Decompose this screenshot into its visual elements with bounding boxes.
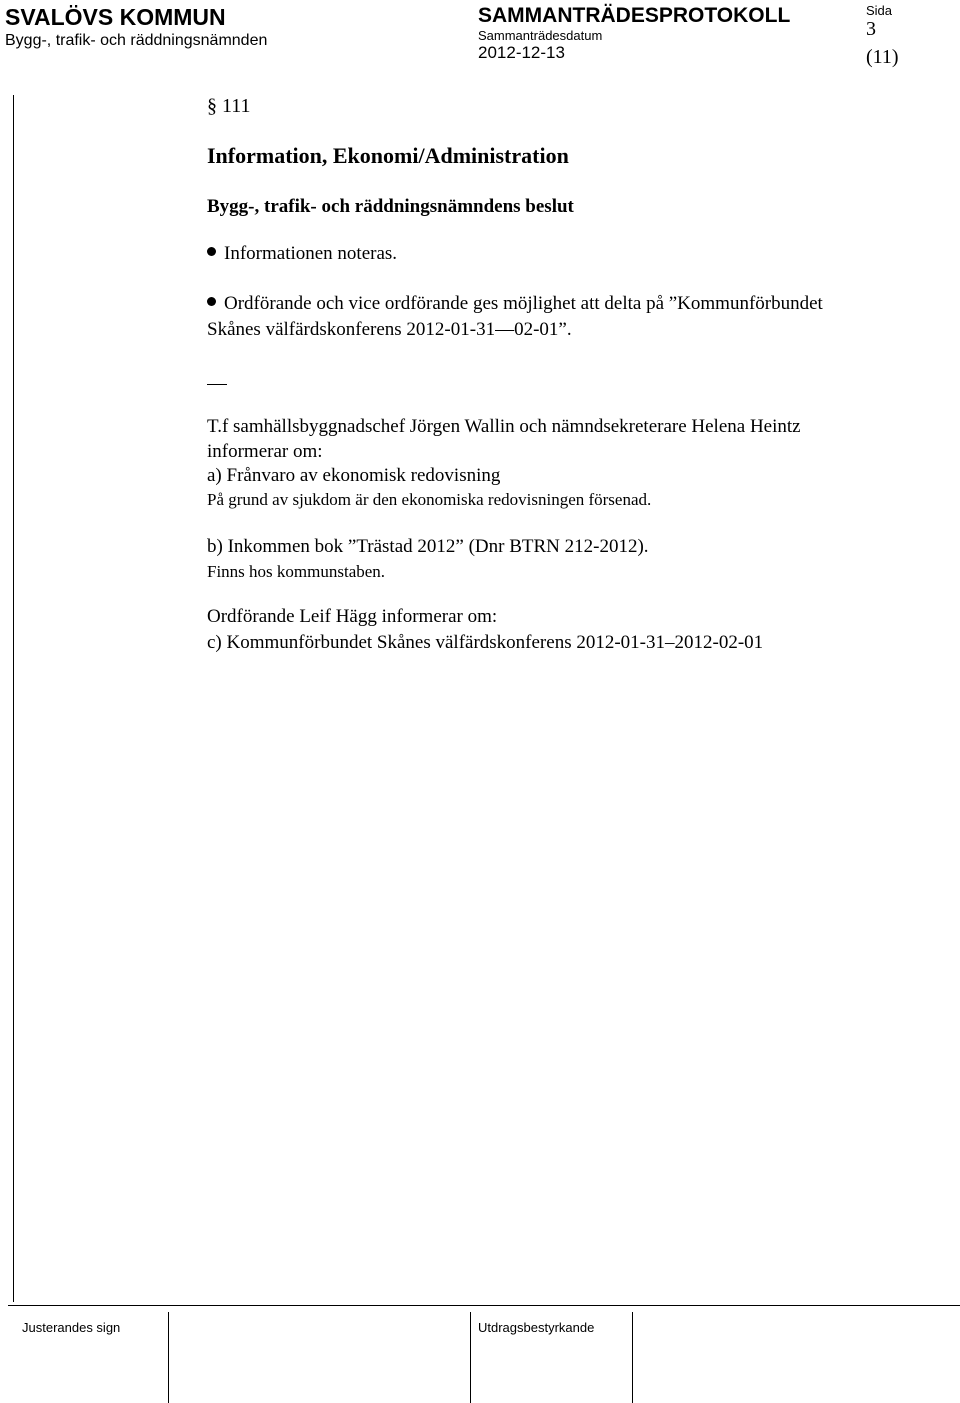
paragraph-number: § 111 <box>207 95 251 117</box>
bullet-icon <box>207 247 216 256</box>
footer-divider <box>632 1312 633 1403</box>
committee-name: Bygg-, trafik- och räddningsnämnden <box>5 32 268 49</box>
decision-bullet-2-text: Ordförande och vice ordförande ges möjlighet att delta på ”Kommunförbundet <box>224 293 823 314</box>
chair-intro: Ordförande Leif Hägg informerar om: <box>207 606 498 627</box>
bullet-icon <box>207 297 216 306</box>
document-type: SAMMANTRÄDESPROTOKOLL <box>478 4 791 27</box>
intro-line-2: informerar om: <box>207 441 323 462</box>
decision-bullet-1 <box>207 243 397 265</box>
justification-sign-label: Justerandes sign <box>22 1320 121 1335</box>
extract-certification-label: Utdragsbestyrkande <box>478 1320 595 1335</box>
page-total: (11) <box>866 46 899 68</box>
footer-rule <box>8 1305 960 1306</box>
intro-line-1: T.f samhällsbyggnadschef Jörgen Wallin och nämndsekreterare Helena Heintz <box>207 416 801 437</box>
footer-divider <box>470 1312 471 1403</box>
left-margin-rule <box>13 95 14 1302</box>
item-a-note: På grund av sjukdom är den ekonomiska redovisningen försenad. <box>207 490 652 509</box>
footer-divider <box>168 1312 169 1403</box>
separator-dash <box>207 384 227 385</box>
item-a: a) Frånvaro av ekonomisk redovisning <box>207 465 501 486</box>
item-b: b) Inkommen bok ”Trästad 2012” (Dnr BTRN 212-2012). <box>207 536 649 557</box>
page-label: Sida <box>866 3 893 18</box>
decision-heading: Bygg-, trafik- och räddningsnämndens beslut <box>207 196 574 217</box>
page-number: 3 <box>866 18 876 40</box>
decision-bullet-2 <box>207 293 823 315</box>
decision-bullet-2-continuation: Skånes välfärdskonferens 2012-01-31—02-01”. <box>207 319 572 340</box>
meeting-date-label: Sammanträdesdatum <box>478 28 603 43</box>
organization-name: SVALÖVS KOMMUN <box>5 4 226 30</box>
item-b-note: Finns hos kommunstaben. <box>207 562 386 581</box>
item-heading: Information, Ekonomi/Administration <box>207 143 569 168</box>
meeting-date: 2012-12-13 <box>478 43 565 62</box>
item-c: c) Kommunförbundet Skånes välfärdskonferens 2012-01-31–2012-02-01 <box>207 632 764 653</box>
decision-bullet-1-text: Informationen noteras. <box>224 243 398 264</box>
